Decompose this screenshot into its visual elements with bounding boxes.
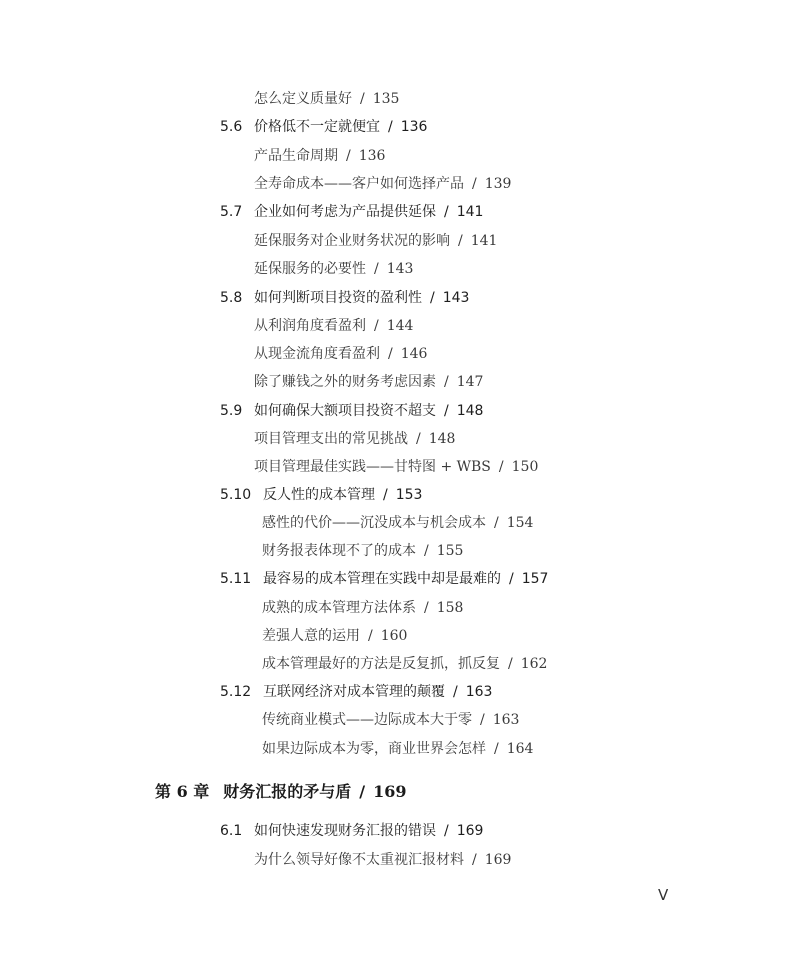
- section-number: 5.11: [220, 571, 252, 587]
- entry-title: 反人性的成本管理: [263, 487, 375, 503]
- page-number: 143: [442, 290, 470, 306]
- entry-title: 如何确保大额项目投资不超支: [254, 403, 436, 419]
- entry-title: 成本管理最好的方法是反复抓，抓反复: [262, 656, 500, 672]
- entry-title: 如何判断项目投资的盈利性: [254, 290, 422, 306]
- entry-title: 感性的代价——沉没成本与机会成本: [262, 515, 486, 531]
- page-separator: /: [508, 656, 513, 672]
- page-number: 158: [436, 600, 464, 616]
- page-number: 150: [511, 459, 539, 475]
- page-number: 141: [470, 233, 498, 249]
- page-separator: /: [424, 543, 429, 559]
- page-separator: /: [444, 204, 449, 220]
- entry-title: 全寿命成本——客户如何选择产品: [254, 176, 464, 192]
- entry-title: 如何快速发现财务汇报的错误: [254, 823, 436, 839]
- section-number: 5.6: [220, 119, 243, 135]
- page-separator: /: [444, 374, 449, 390]
- page-number: 162: [520, 656, 548, 672]
- page-number: 143: [386, 261, 414, 277]
- page-number: 163: [465, 684, 493, 700]
- page-number: 164: [506, 741, 534, 757]
- toc-subentry: [262, 625, 407, 645]
- entry-title: 延保服务对企业财务状况的影响: [254, 233, 450, 249]
- page-number: 169: [456, 823, 484, 839]
- page-number: 160: [380, 628, 408, 644]
- entry-title: 差强人意的运用: [262, 628, 360, 644]
- entry-title: 传统商业模式——边际成本大于零: [262, 712, 472, 728]
- toc-section: [220, 201, 483, 221]
- page-separator: /: [472, 176, 477, 192]
- page-separator: /: [424, 600, 429, 616]
- page-separator: /: [416, 431, 421, 447]
- page-separator: /: [494, 515, 499, 531]
- entry-title: 互联网经济对成本管理的颠覆: [263, 684, 445, 700]
- page-separator: /: [374, 261, 379, 277]
- page-separator: /: [430, 290, 435, 306]
- toc-section: [220, 400, 483, 420]
- section-number: 5.12: [220, 684, 252, 700]
- page-separator: /: [374, 318, 379, 334]
- section-number: 5.8: [220, 290, 243, 306]
- page-separator: /: [444, 823, 449, 839]
- toc-subentry: [254, 456, 538, 476]
- page-number: 148: [456, 403, 484, 419]
- page-number: 163: [492, 712, 520, 728]
- entry-title: 企业如何考虑为产品提供延保: [254, 204, 436, 220]
- page-number: 154: [506, 515, 534, 531]
- toc-subentry: [254, 230, 497, 250]
- page-separator: /: [359, 782, 366, 801]
- toc-subentry: [254, 88, 399, 108]
- page-separator: /: [458, 233, 463, 249]
- page-number: 144: [386, 318, 414, 334]
- page-separator: /: [360, 91, 365, 107]
- entry-title: 最容易的成本管理在实践中却是最难的: [263, 571, 501, 587]
- toc-subentry: [262, 512, 533, 532]
- entry-title: 成熟的成本管理方法体系: [262, 600, 416, 616]
- entry-title: 价格低不一定就便宜: [254, 119, 380, 135]
- page-number: 169: [373, 782, 407, 801]
- toc-section: [220, 484, 422, 504]
- entry-title: 从现金流角度看盈利: [254, 346, 380, 362]
- toc-subentry: [254, 145, 385, 165]
- toc-subentry: [262, 738, 533, 758]
- toc-subentry: [254, 428, 455, 448]
- page-number: 139: [484, 176, 512, 192]
- page-number: 169: [484, 852, 512, 868]
- page-number: 147: [456, 374, 484, 390]
- toc-subentry: [262, 540, 463, 560]
- page-number: 136: [358, 148, 386, 164]
- entry-title: 财务汇报的矛与盾: [223, 782, 352, 801]
- page-separator: /: [388, 346, 393, 362]
- entry-title: 财务报表体现不了的成本: [262, 543, 416, 559]
- chapter-label: 第 6 章: [155, 782, 210, 801]
- page-separator: /: [444, 403, 449, 419]
- page-number: 148: [428, 431, 456, 447]
- entry-title: 产品生命周期: [254, 148, 338, 164]
- toc-subentry: [254, 343, 427, 363]
- page-separator: /: [453, 684, 458, 700]
- entry-title: 怎么定义质量好: [254, 91, 352, 107]
- section-number: 5.7: [220, 204, 243, 220]
- section-number: 5.10: [220, 487, 252, 503]
- toc-subentry: [262, 709, 519, 729]
- entry-title: 为什么领导好像不太重视汇报材料: [254, 852, 464, 868]
- page-separator: /: [472, 852, 477, 868]
- page-separator: /: [383, 487, 388, 503]
- toc-chapter: [155, 779, 407, 802]
- entry-title: 如果边际成本为零，商业世界会怎样: [262, 741, 486, 757]
- page-number: 157: [521, 571, 549, 587]
- toc-subentry: [254, 173, 511, 193]
- section-number: 6.1: [220, 823, 243, 839]
- toc-subentry: [254, 315, 413, 335]
- page-number: 136: [400, 119, 428, 135]
- section-number: 5.9: [220, 403, 243, 419]
- toc-section: [220, 820, 483, 840]
- toc-subentry: [262, 597, 463, 617]
- page-separator: /: [480, 712, 485, 728]
- page-folio: V: [658, 886, 669, 904]
- entry-title: 延保服务的必要性: [254, 261, 366, 277]
- page-separator: /: [346, 148, 351, 164]
- toc-subentry: [254, 849, 511, 869]
- entry-title: 除了赚钱之外的财务考虑因素: [254, 374, 436, 390]
- toc-section: [220, 681, 492, 701]
- page-separator: /: [498, 459, 504, 475]
- toc-subentry: [254, 258, 413, 278]
- page-separator: /: [368, 628, 373, 644]
- page-number: 135: [372, 91, 400, 107]
- page-separator: /: [509, 571, 514, 587]
- page-number: 146: [400, 346, 428, 362]
- page-number: 155: [436, 543, 464, 559]
- toc-section: [220, 116, 427, 136]
- entry-title: 项目管理最佳实践——甘特图 + WBS: [254, 459, 491, 475]
- page-separator: /: [388, 119, 393, 135]
- page-number: 141: [456, 204, 484, 220]
- toc-subentry: [254, 371, 483, 391]
- toc-section: [220, 287, 469, 307]
- entry-title: 项目管理支出的常见挑战: [254, 431, 408, 447]
- entry-title: 从利润角度看盈利: [254, 318, 366, 334]
- toc-section: [220, 568, 548, 588]
- page-number: 153: [395, 487, 423, 503]
- toc-subentry: [262, 653, 547, 673]
- page-separator: /: [494, 741, 499, 757]
